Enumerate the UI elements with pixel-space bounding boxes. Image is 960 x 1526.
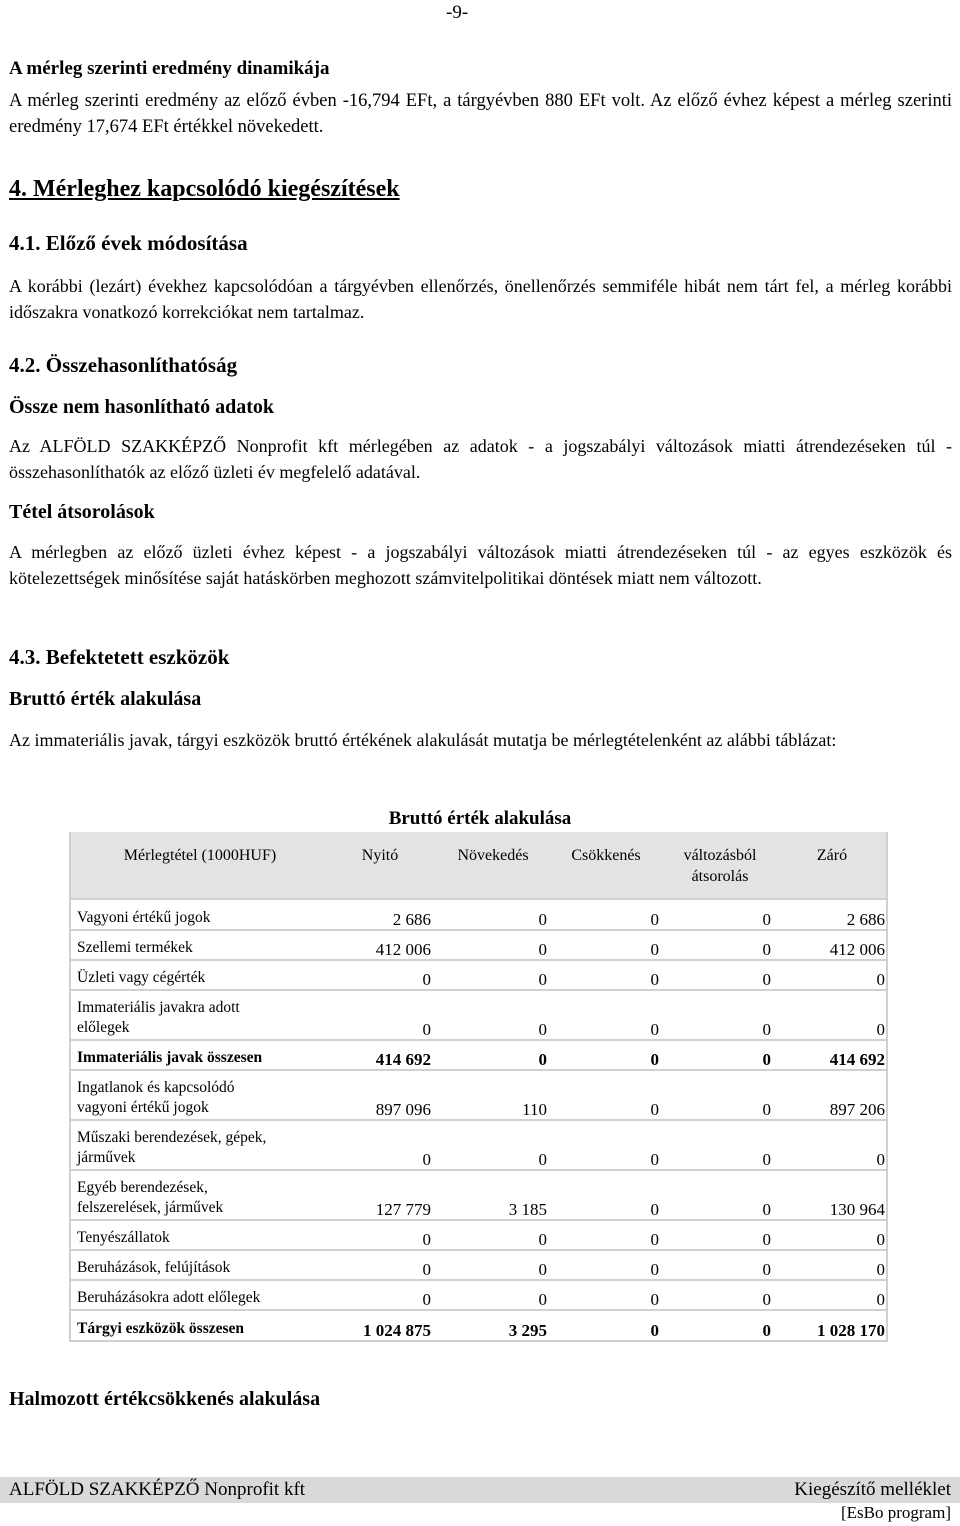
cell-closing: 2 686 xyxy=(846,910,885,929)
row-label xyxy=(77,1048,317,1068)
cell-reclass: 0 xyxy=(762,910,771,929)
table-title: Bruttó érték alakulása xyxy=(388,808,572,829)
cell-decrease: 0 xyxy=(650,1020,659,1039)
section-4-2-sub1: Össze nem hasonlítható adatok xyxy=(9,396,275,418)
table-border xyxy=(69,832,71,1342)
cell-opening: 0 xyxy=(422,970,431,989)
cell-opening: 0 xyxy=(422,1260,431,1279)
header-opening: Nyitó xyxy=(361,847,399,864)
cell-closing: 0 xyxy=(876,1230,885,1249)
cell-reclass: 0 xyxy=(762,1230,771,1249)
row-label xyxy=(77,1078,317,1118)
cell-increase: 0 xyxy=(538,970,547,989)
row-label-line-1: Tenyészállatok xyxy=(77,1229,170,1246)
row-label-line-1: Beruházásokra adott előlegek xyxy=(77,1289,261,1306)
table-row xyxy=(69,1281,888,1311)
cell-opening: 412 006 xyxy=(375,940,431,959)
cell-reclass: 0 xyxy=(762,970,771,989)
cell-reclass: 0 xyxy=(762,940,771,959)
cell-increase: 3 295 xyxy=(508,1321,547,1340)
row-label-line-2: felszerelések, járművek xyxy=(77,1199,224,1216)
table-row xyxy=(69,931,888,961)
section-4-2-text2: A mérlegben az előző üzleti évhez képest - a jogszabályi változások miatti átrendezéseken túl - az egyes eszközök és kötelezettségek minősítése saját hatáskörben meghozott számvitelpolitikai döntések miatt nem változott. xyxy=(9,542,952,588)
cell-closing: 897 206 xyxy=(829,1100,885,1119)
section-4-2-sub2: Tétel átsorolások xyxy=(9,501,155,523)
row-separator xyxy=(69,1340,888,1342)
header-item: Mérlegtétel (1000HUF) xyxy=(123,847,277,864)
cell-increase: 110 xyxy=(522,1100,547,1119)
cell-increase: 0 xyxy=(538,1050,547,1069)
row-label xyxy=(77,1128,317,1168)
row-label xyxy=(77,968,317,988)
dynamics-text: A mérleg szerinti eredmény az előző évben -16,794 EFt, a tárgyévben 880 EFt volt. Az előző évhez képest a mérleg szerinti eredmény 17,674 EFt értékkel növekedett. xyxy=(9,91,952,137)
cell-closing: 130 964 xyxy=(829,1200,885,1219)
row-label xyxy=(77,908,317,928)
section-4-2-title: 4.2. Összehasonlíthatóság xyxy=(9,353,238,377)
cell-closing: 0 xyxy=(876,1020,885,1039)
table-row xyxy=(69,1171,888,1221)
table-row xyxy=(69,961,888,991)
cell-closing: 0 xyxy=(876,1290,885,1309)
cell-decrease: 0 xyxy=(650,1200,659,1219)
cell-reclass: 0 xyxy=(762,1020,771,1039)
cell-opening: 0 xyxy=(422,1230,431,1249)
row-label-line-1: Immateriális javak összesen xyxy=(77,1049,263,1066)
cell-increase: 0 xyxy=(538,910,547,929)
footer-right: Kiegészítő melléklet xyxy=(794,1479,951,1500)
heading-4: 4. Mérleghez kapcsolódó kiegészítések xyxy=(9,176,400,202)
cell-closing: 0 xyxy=(876,970,885,989)
cell-decrease: 0 xyxy=(650,1290,659,1309)
cell-decrease: 0 xyxy=(650,1050,659,1069)
table-row xyxy=(69,898,888,931)
cell-decrease: 0 xyxy=(650,1150,659,1169)
table-row xyxy=(69,1121,888,1171)
cell-reclass: 0 xyxy=(762,1200,771,1219)
section-4-1-text: A korábbi (lezárt) évekhez kapcsolódóan a tárgyévben ellenőrzés, önellenőrzés semmiféle hibát nem tárt fel, a mérleg korábbi időszakra vonatkozó korrekciókat nem tartalmaz. xyxy=(9,276,952,322)
table-row xyxy=(69,991,888,1041)
cell-reclass: 0 xyxy=(762,1290,771,1309)
cell-decrease: 0 xyxy=(650,1260,659,1279)
dynamics-title: A mérleg szerinti eredmény dinamikája xyxy=(9,58,330,79)
cell-decrease: 0 xyxy=(650,1100,659,1119)
row-label-line-1: Műszaki berendezések, gépek, xyxy=(77,1129,267,1146)
table-row xyxy=(69,1311,888,1342)
cell-opening: 0 xyxy=(422,1290,431,1309)
row-label xyxy=(77,998,317,1038)
cell-increase: 0 xyxy=(538,1020,547,1039)
cell-reclass: 0 xyxy=(762,1100,771,1119)
header-reclass-1: változásból xyxy=(683,847,757,864)
header-separator xyxy=(69,898,888,900)
section-4-3-sub1: Bruttó érték alakulása xyxy=(9,688,202,710)
row-label-line-1: Tárgyi eszközök összesen xyxy=(77,1320,245,1337)
cell-reclass: 0 xyxy=(762,1050,771,1069)
header-closing: Záró xyxy=(816,847,848,864)
cell-closing: 0 xyxy=(876,1260,885,1279)
cell-decrease: 0 xyxy=(650,970,659,989)
cell-decrease: 0 xyxy=(650,910,659,929)
cell-reclass: 0 xyxy=(762,1321,771,1340)
cell-opening: 2 686 xyxy=(392,910,431,929)
cell-increase: 0 xyxy=(538,1230,547,1249)
cell-increase: 0 xyxy=(538,1260,547,1279)
row-label-line-1: Beruházások, felújítások xyxy=(77,1259,231,1276)
page-number: -9- xyxy=(446,2,469,23)
cell-opening: 414 692 xyxy=(375,1050,431,1069)
table-border xyxy=(886,832,888,1342)
section-4-2-text1: Az ALFÖLD SZAKKÉPZŐ Nonprofit kft mérlegében az adatok - a jogszabályi változások miatti átrendezéseken túl - összehasonlíthatók az előző üzleti év megfelelő adatával. xyxy=(9,436,952,482)
section-4-3-text1: Az immateriális javak, tárgyi eszközök bruttó értékének alakulását mutatja be mérlegtételenként az alábbi táblázat: xyxy=(9,730,837,750)
header-decrease: Csökkenés xyxy=(571,847,641,864)
cell-opening: 127 779 xyxy=(375,1200,431,1219)
cell-closing: 412 006 xyxy=(829,940,885,959)
table-row xyxy=(69,1251,888,1281)
table-row xyxy=(69,1221,888,1251)
cell-opening: 0 xyxy=(422,1150,431,1169)
row-label xyxy=(77,1288,317,1308)
next-heading: Halmozott értékcsökkenés alakulása xyxy=(9,1388,321,1410)
row-label-line-1: Ingatlanok és kapcsolódó xyxy=(77,1079,235,1096)
row-label-line-1: Immateriális javakra adott xyxy=(77,999,240,1016)
cell-closing: 0 xyxy=(876,1150,885,1169)
table-row xyxy=(69,1041,888,1071)
row-label-line-1: Vagyoni értékű jogok xyxy=(77,909,211,926)
footer-program: [EsBo program] xyxy=(840,1503,951,1522)
header-increase: Növekedés xyxy=(457,847,529,864)
row-label-line-2: előlegek xyxy=(77,1019,130,1036)
cell-opening: 0 xyxy=(422,1020,431,1039)
cell-opening: 1 024 875 xyxy=(363,1321,431,1340)
cell-opening: 897 096 xyxy=(375,1100,431,1119)
row-label xyxy=(77,1228,317,1248)
row-label-line-1: Szellemi termékek xyxy=(77,939,193,956)
cell-decrease: 0 xyxy=(650,1230,659,1249)
cell-increase: 3 185 xyxy=(508,1200,547,1219)
cell-decrease: 0 xyxy=(650,940,659,959)
cell-decrease: 0 xyxy=(650,1321,659,1340)
cell-closing: 414 692 xyxy=(829,1050,885,1069)
section-4-1-title: 4.1. Előző évek módosítása xyxy=(9,231,248,255)
row-label xyxy=(77,1258,317,1278)
cell-reclass: 0 xyxy=(762,1150,771,1169)
row-label xyxy=(77,1319,317,1339)
cell-increase: 0 xyxy=(538,1290,547,1309)
cell-reclass: 0 xyxy=(762,1260,771,1279)
cell-increase: 0 xyxy=(538,1150,547,1169)
section-4-3-title: 4.3. Befektetett eszközök xyxy=(9,645,230,669)
row-label xyxy=(77,1178,317,1218)
row-label xyxy=(77,938,317,958)
cell-increase: 0 xyxy=(538,940,547,959)
row-label-line-1: Egyéb berendezések, xyxy=(77,1179,208,1196)
row-label-line-1: Üzleti vagy cégérték xyxy=(77,969,206,986)
header-reclass-2: átsorolás xyxy=(691,868,749,885)
table-row xyxy=(69,1071,888,1121)
row-label-line-2: járművek xyxy=(77,1149,136,1166)
cell-closing: 1 028 170 xyxy=(817,1321,885,1340)
row-label-line-2: vagyoni értékű jogok xyxy=(77,1099,209,1116)
footer-left: ALFÖLD SZAKKÉPZŐ Nonprofit kft xyxy=(9,1479,306,1500)
